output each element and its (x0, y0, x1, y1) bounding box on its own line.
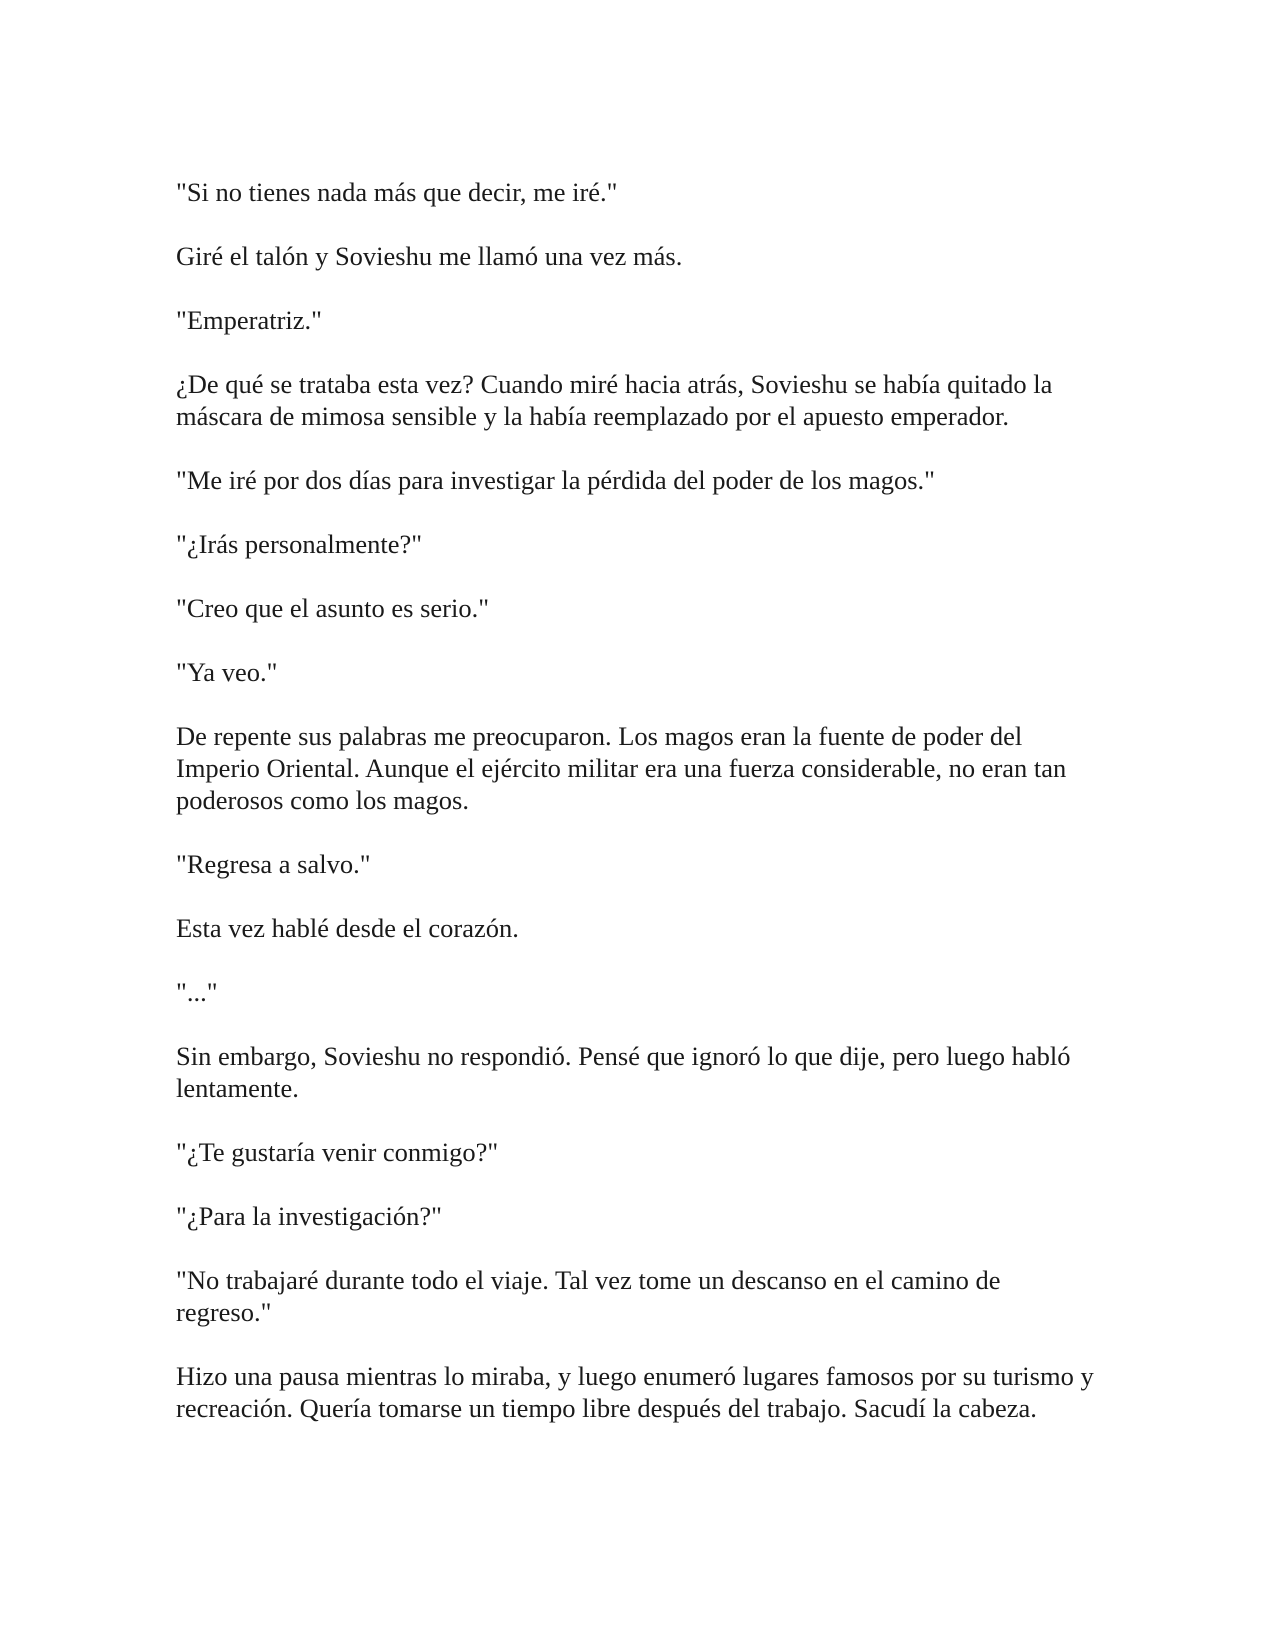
paragraph: Esta vez hablé desde el corazón. (176, 913, 519, 943)
paragraph: "Me iré por dos días para investigar la pérdida del poder de los magos." (176, 465, 936, 495)
document-body (176, 176, 1096, 1456)
paragraph: "Emperatriz." (176, 305, 322, 335)
paragraph: "Ya veo." (176, 657, 278, 687)
paragraph: "¿Para la investigación?" (176, 1201, 442, 1231)
paragraph: ¿De qué se trataba esta vez? Cuando miré hacia atrás, Sovieshu se había quitado la máscara de mimosa sensible y la había reemplazado por el apuesto emperador. (176, 369, 1053, 431)
paragraph: "Si no tienes nada más que decir, me iré." (176, 177, 618, 207)
paragraph: De repente sus palabras me preocuparon. Los magos eran la fuente de poder del Imperio Oriental. Aunque el ejército militar era una fuerza considerable, no eran tan poderosos como los magos. (176, 721, 1067, 815)
paragraph: Giré el talón y Sovieshu me llamó una vez más. (176, 241, 683, 271)
paragraph: "Creo que el asunto es serio." (176, 593, 490, 623)
paragraph: Sin embargo, Sovieshu no respondió. Pensé que ignoró lo que dije, pero luego habló lentamente. (176, 1041, 1071, 1103)
paragraph: "¿Irás personalmente?" (176, 529, 423, 559)
paragraph: "No trabajaré durante todo el viaje. Tal vez tome un descanso en el camino de regreso." (176, 1265, 1001, 1327)
paragraph: "Regresa a salvo." (176, 849, 371, 879)
paragraph: Hizo una pausa mientras lo miraba, y luego enumeró lugares famosos por su turismo y recreación. Quería tomarse un tiempo libre después del trabajo. Sacudí la cabeza. (176, 1361, 1094, 1423)
paragraph: "¿Te gustaría venir conmigo?" (176, 1137, 499, 1167)
paragraph: "..." (176, 977, 218, 1007)
